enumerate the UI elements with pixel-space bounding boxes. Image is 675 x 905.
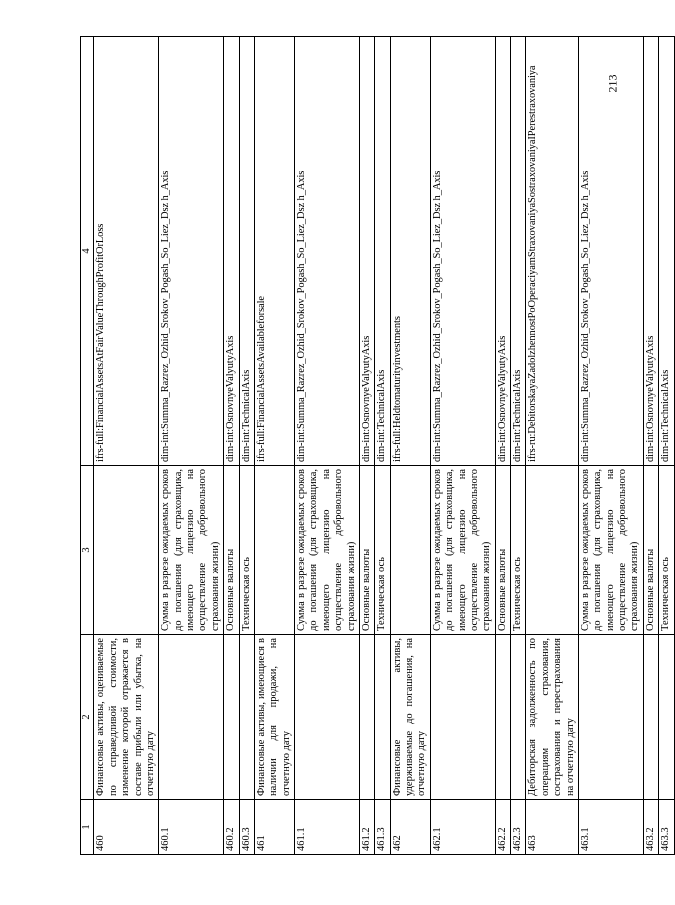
row-dimension-label: Основные валюты	[643, 466, 658, 635]
row-taxonomy-code: dim-int:Summa_Razrez_Ozhid_Srokov_Pogash_So_Liez_Dsz h_Axis	[430, 37, 495, 466]
row-taxonomy-code: ifrs-full:FinancialAssetsAvailableforsale	[254, 37, 294, 466]
row-number: 461.3	[375, 800, 390, 855]
row-name	[578, 635, 643, 800]
row-taxonomy-code: dim-int:TechnicalAxis	[511, 37, 526, 466]
row-name	[359, 635, 374, 800]
row-dimension-label: Основные валюты	[495, 466, 510, 635]
row-taxonomy-code: dim-int:OsnovnyeValyutyAxis	[359, 37, 374, 466]
row-number: 463.1	[578, 800, 643, 855]
row-number: 463	[526, 800, 579, 855]
row-dimension-label: Основные валюты	[224, 466, 239, 635]
table-row	[224, 37, 239, 855]
row-number: 461.2	[359, 800, 374, 855]
table-row	[430, 37, 495, 855]
row-dimension-label	[254, 466, 294, 635]
header-col-2: 2	[81, 635, 94, 800]
row-taxonomy-code: dim-int:Summa_Razrez_Ozhid_Srokov_Pogash_So_Liez_Dsz h_Axis	[295, 37, 360, 466]
row-dimension-label	[94, 466, 159, 635]
table-row	[295, 37, 360, 855]
row-dimension-label: Техническая ось	[659, 466, 674, 635]
table-row	[359, 37, 374, 855]
row-number: 460.2	[224, 800, 239, 855]
row-taxonomy-code: ifrs-full:FinancialAssetsAtFairValueThroughProfitOrLoss	[94, 37, 159, 466]
row-dimension-label: Техническая ось	[375, 466, 390, 635]
table-row	[659, 37, 674, 855]
table-row	[94, 37, 159, 855]
table-row	[375, 37, 390, 855]
row-taxonomy-code: dim-int:TechnicalAxis	[375, 37, 390, 466]
row-dimension-label: Сумма в разрезе ожидаемых сроков до погашения (для страховщика, имеющего лицензию на осуществление добровольного страхования жизни)	[430, 466, 495, 635]
row-number: 463.2	[643, 800, 658, 855]
row-number: 462	[390, 800, 430, 855]
row-name	[511, 635, 526, 800]
header-row	[81, 37, 94, 855]
row-name	[430, 635, 495, 800]
table-row	[239, 37, 254, 855]
row-taxonomy-code: dim-int:OsnovnyeValyutyAxis	[224, 37, 239, 466]
row-number: 460	[94, 800, 159, 855]
row-name	[295, 635, 360, 800]
table-row	[159, 37, 224, 855]
table-row	[643, 37, 658, 855]
row-name	[659, 635, 674, 800]
table-row	[254, 37, 294, 855]
row-dimension-label: Основные валюты	[359, 466, 374, 635]
row-number: 461	[254, 800, 294, 855]
row-name	[643, 635, 658, 800]
register-table	[80, 36, 675, 855]
table-row	[526, 37, 579, 855]
header-col-1: 1	[81, 800, 94, 855]
row-taxonomy-code: dim-int:TechnicalAxis	[659, 37, 674, 466]
row-taxonomy-code: dim-int:Summa_Razrez_Ozhid_Srokov_Pogash_So_Liez_Dsz h_Axis	[578, 37, 643, 466]
row-name	[495, 635, 510, 800]
page-number: 213	[605, 74, 620, 93]
table-body	[81, 37, 675, 855]
row-taxonomy-code: ifrs-ru:DebitorskayaZadolzhennostPoOperaciyamStraxovaniyaSostraxovaniyaIPerestraxovaniya	[526, 37, 579, 466]
row-name: Финансовые активы, удерживаемые до погашения, на отчетную дату	[390, 635, 430, 800]
row-name	[239, 635, 254, 800]
row-dimension-label	[526, 466, 579, 635]
row-name: Финансовые активы, оцениваемые по справедливой стоимости, изменение которой отражается в составе прибыли или убытка, на отчетную дату	[94, 635, 159, 800]
table-row	[390, 37, 430, 855]
row-taxonomy-code: dim-int:Summa_Razrez_Ozhid_Srokov_Pogash_So_Liez_Dsz h_Axis	[159, 37, 224, 466]
header-col-4: 4	[81, 37, 94, 466]
row-taxonomy-code: dim-int:OsnovnyeValyutyAxis	[643, 37, 658, 466]
row-name	[375, 635, 390, 800]
row-number: 462.3	[511, 800, 526, 855]
table-row	[511, 37, 526, 855]
row-dimension-label: Сумма в разрезе ожидаемых сроков до погашения (для страховщика, имеющего лицензию на осуществление добровольного страхования жизни)	[159, 466, 224, 635]
row-number: 460.1	[159, 800, 224, 855]
table-row	[578, 37, 643, 855]
row-number: 463.3	[659, 800, 674, 855]
row-number: 461.1	[295, 800, 360, 855]
row-number: 462.1	[430, 800, 495, 855]
row-dimension-label: Сумма в разрезе ожидаемых сроков до погашения (для страховщика, имеющего лицензию на осуществление добровольного страхования жизни)	[578, 466, 643, 635]
row-name	[159, 635, 224, 800]
row-taxonomy-code: dim-int:OsnovnyeValyutyAxis	[495, 37, 510, 466]
row-number: 462.2	[495, 800, 510, 855]
table-row	[495, 37, 510, 855]
row-dimension-label	[390, 466, 430, 635]
row-name	[224, 635, 239, 800]
row-name: Дебиторская задолженность по операциям страхования, сострахования и перестрахования на отчетную дату	[526, 635, 579, 800]
row-dimension-label: Техническая ось	[239, 466, 254, 635]
row-dimension-label: Техническая ось	[511, 466, 526, 635]
row-name: Финансовые активы, имеющиеся в наличии для продажи, на отчетную дату	[254, 635, 294, 800]
header-col-3: 3	[81, 466, 94, 635]
row-taxonomy-code: dim-int:TechnicalAxis	[239, 37, 254, 466]
row-number: 460.3	[239, 800, 254, 855]
row-dimension-label: Сумма в разрезе ожидаемых сроков до погашения (для страховщика, имеющего лицензию на осуществление добровольного страхования жизни)	[295, 466, 360, 635]
row-taxonomy-code: ifrs-full:Heldtomaturityinvestments	[390, 37, 430, 466]
